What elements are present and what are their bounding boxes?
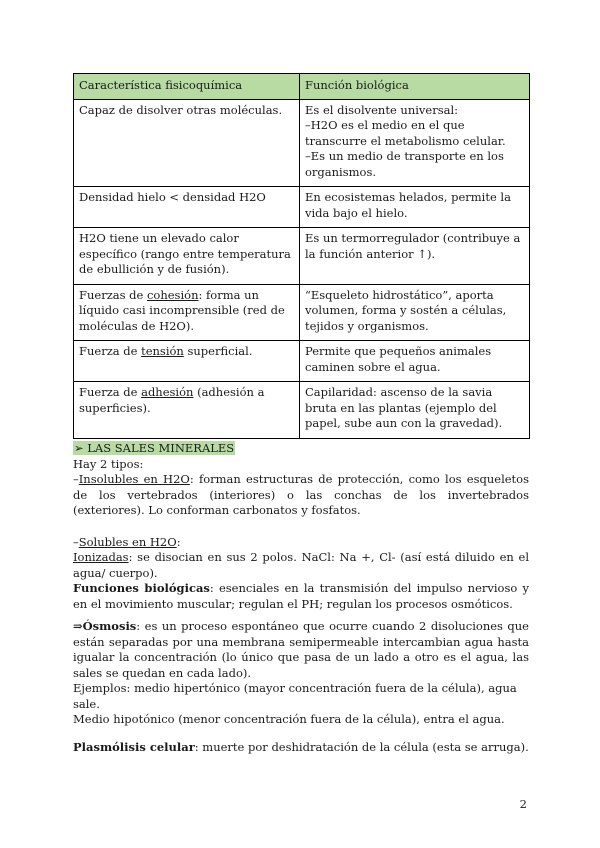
characteristic-cell: [74, 341, 300, 382]
characteristic-text: Fuerza de: [79, 385, 142, 399]
hipotonico-line: Medio hipotónico (menor concentración fuera de la célula), entra el agua.: [73, 712, 505, 726]
ejemplos-line: Ejemplos: medio hipertónico (mayor concentración fuera de la célula), agua sale.: [73, 681, 517, 711]
section-heading: ➢ LAS SALES MINERALES: [74, 441, 235, 455]
function-cell: En ecosistemas helados, permite la vida bajo el hielo.: [300, 187, 530, 228]
function-cell: Permite que pequeños animales caminen sobre el agua.: [300, 341, 530, 382]
function-line: –Es un medio de transporte en los organismos.: [305, 149, 504, 179]
underlined-term: cohesión: [146, 287, 199, 302]
properties-table: [73, 73, 530, 439]
table-row: [74, 341, 530, 382]
characteristic-text: (adhesión a superficies).: [79, 385, 265, 415]
plasmolisis-text: : muerte por deshidratación de la célula (esta se arruga).: [194, 739, 529, 754]
header-characteristic: Característica fisicoquímica: [74, 74, 300, 100]
underlined-term: tensión: [141, 344, 184, 358]
insolubles-term: Insolubles en H2O: [78, 472, 190, 486]
funciones-term: Funciones biológicas: [73, 581, 210, 595]
ionizadas-paragraph: [73, 550, 529, 581]
table-row: [74, 284, 530, 341]
function-line: –H2O es el medio en el que transcurre el metabolismo celular.: [305, 118, 506, 148]
osmosis-paragraph: [73, 619, 529, 681]
page-number: 2: [519, 797, 527, 811]
osmosis-term: ⇒Ósmosis: [73, 619, 137, 633]
table-header-row: [74, 74, 530, 100]
solubles-line: [73, 535, 529, 551]
ionizadas-text: : se disocian en sus 2 polos. NaCl: Na +, Cl- (así está diluido en el agua/ cuerpo).: [73, 550, 529, 580]
characteristic-cell: [74, 284, 300, 341]
function-cell: “Esqueleto hidrostático”, aporta volumen, forma y sostén a células, tejidos y organismos.: [300, 284, 530, 341]
characteristic-cell: Densidad hielo < densidad H2O: [74, 187, 300, 228]
insolubles-text: : forman estructuras de protección, como los esqueletos de los vertebrados (interiores) o las conchas de los invertebrados (exteriores). Lo conforman carbonatos y fosfatos.: [73, 472, 530, 517]
function-line: Es el disolvente universal:: [305, 102, 459, 117]
funciones-paragraph: [73, 581, 529, 612]
osmosis-text: : es un proceso espontáneo que ocurre cuando 2 disoluciones que están separadas por una membrana semipermeable intercambian agua hasta igualar la concentración (lo único que pasa de un lado a otro es el agua, las sales se quedan en cada lado).: [73, 619, 529, 680]
header-function: Función biológica: [300, 74, 530, 100]
sales-minerales-section: [73, 441, 529, 755]
underlined-term: adhesión: [141, 385, 194, 399]
characteristic-text: Fuerza de: [79, 344, 142, 358]
table-row: [74, 382, 530, 439]
intro-text: Hay 2 tipos:: [73, 456, 144, 471]
function-cell: Es un termorregulador (contribuye a la función anterior ↑).: [300, 228, 530, 285]
characteristic-text: Fuerzas de: [79, 287, 147, 302]
characteristic-cell: H2O tiene un elevado calor específico (rango entre temperatura de ebullición y de fusión).: [74, 228, 300, 285]
characteristic-cell: Capaz de disolver otras moléculas.: [74, 99, 300, 187]
function-cell: [300, 99, 530, 187]
characteristic-text: : forma un líquido casi incomprensible (red de moléculas de H2O).: [79, 287, 285, 333]
plasmolisis-paragraph: [73, 740, 529, 756]
insolubles-paragraph: [73, 472, 529, 519]
table-row: [74, 99, 530, 187]
characteristic-text: superficial.: [183, 344, 253, 358]
characteristic-cell: [74, 382, 300, 439]
function-cell: Capilaridad: ascenso de la savia bruta en las plantas (ejemplo del papel, sube aun con la gravedad).: [300, 382, 530, 439]
colon: :: [176, 534, 181, 549]
funciones-text: : esenciales en la transmisión del impulso nervioso y en el movimiento muscular; regulan el PH; regulan los procesos osmóticos.: [73, 581, 530, 611]
table-row: [74, 228, 530, 285]
ionizadas-term: Ionizadas: [73, 550, 129, 564]
dash: –: [73, 534, 79, 549]
table-row: [74, 187, 530, 228]
plasmolisis-term: Plasmólisis celular: [73, 739, 195, 754]
dash: –: [73, 472, 79, 486]
solubles-term: Solubles en H2O: [78, 534, 177, 549]
